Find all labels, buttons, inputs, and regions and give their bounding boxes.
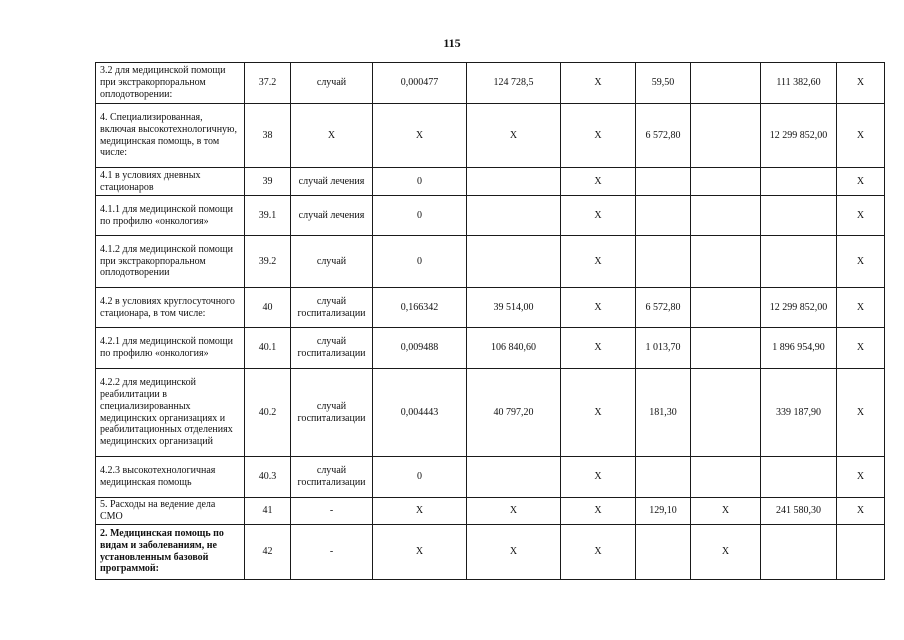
- row-col9-cell: [761, 168, 837, 196]
- row-cost-cell: [467, 168, 561, 196]
- row-volume-cell: 0: [373, 196, 467, 236]
- table-row: [96, 524, 885, 579]
- row-col9-cell: 111 382,60: [761, 63, 837, 104]
- row-col8-cell: [691, 328, 761, 369]
- row-name-cell: 4.2.3 высокотехнологичная медицинская помощь: [96, 457, 245, 498]
- row-cost-cell: 39 514,00: [467, 288, 561, 328]
- row-col7-cell: [636, 168, 691, 196]
- row-cost-cell: [467, 196, 561, 236]
- row-name-cell: 5. Расходы на ведение дела СМО: [96, 498, 245, 525]
- row-volume-cell: 0,004443: [373, 369, 467, 457]
- row-volume-cell: 0: [373, 236, 467, 288]
- row-col8-cell: [691, 104, 761, 168]
- row-volume-cell: 0: [373, 168, 467, 196]
- row-volume-cell: X: [373, 524, 467, 579]
- row-code-cell: 39: [245, 168, 291, 196]
- row-volume-cell: 0,166342: [373, 288, 467, 328]
- row-col6-cell: X: [561, 498, 636, 525]
- row-col7-cell: [636, 196, 691, 236]
- row-col10-cell: X: [837, 196, 885, 236]
- table-row: [96, 288, 885, 328]
- row-col10-cell: X: [837, 168, 885, 196]
- row-code-cell: 37.2: [245, 63, 291, 104]
- row-name-cell: 4. Специализированная, включая высокотехнологичную, медицинская помощь, в том числе:: [96, 104, 245, 168]
- row-col10-cell: X: [837, 236, 885, 288]
- row-name-cell: 4.2.1 для медицинской помощи по профилю «онкология»: [96, 328, 245, 369]
- row-col9-cell: 1 896 954,90: [761, 328, 837, 369]
- row-col10-cell: X: [837, 63, 885, 104]
- row-unit-cell: случай: [291, 63, 373, 104]
- table-body: [96, 63, 885, 580]
- row-col6-cell: X: [561, 457, 636, 498]
- row-unit-cell: случай госпитализации: [291, 288, 373, 328]
- row-unit-cell: случай госпитализации: [291, 457, 373, 498]
- row-code-cell: 38: [245, 104, 291, 168]
- table-row: [96, 457, 885, 498]
- row-unit-cell: X: [291, 104, 373, 168]
- row-col10-cell: [837, 524, 885, 579]
- row-col9-cell: [761, 524, 837, 579]
- row-col10-cell: X: [837, 104, 885, 168]
- row-col6-cell: X: [561, 288, 636, 328]
- row-cost-cell: X: [467, 104, 561, 168]
- table-row: [96, 63, 885, 104]
- row-col6-cell: X: [561, 168, 636, 196]
- row-name-cell: 4.2.2 для медицинской реабилитации в специализированных медицинских организациях и реабилитационных отделениях медицинских организаций: [96, 369, 245, 457]
- row-unit-cell: случай госпитализации: [291, 369, 373, 457]
- row-cost-cell: 40 797,20: [467, 369, 561, 457]
- row-col7-cell: [636, 524, 691, 579]
- row-col9-cell: 12 299 852,00: [761, 104, 837, 168]
- row-col10-cell: X: [837, 369, 885, 457]
- row-col6-cell: X: [561, 236, 636, 288]
- row-volume-cell: 0: [373, 457, 467, 498]
- row-name-cell: 2. Медицинская помощь по видам и заболеваниям, не установленным базовой программой:: [96, 524, 245, 579]
- row-col9-cell: 241 580,30: [761, 498, 837, 525]
- row-cost-cell: X: [467, 524, 561, 579]
- row-col8-cell: [691, 236, 761, 288]
- row-col7-cell: 181,30: [636, 369, 691, 457]
- row-col7-cell: [636, 236, 691, 288]
- row-col10-cell: X: [837, 457, 885, 498]
- row-code-cell: 40: [245, 288, 291, 328]
- row-code-cell: 40.1: [245, 328, 291, 369]
- table-row: [96, 369, 885, 457]
- row-name-cell: 4.1 в условиях дневных стационаров: [96, 168, 245, 196]
- row-volume-cell: X: [373, 104, 467, 168]
- table-row: [96, 498, 885, 525]
- page-number: 115: [443, 36, 461, 50]
- table-row: [96, 104, 885, 168]
- row-col8-cell: [691, 288, 761, 328]
- row-code-cell: 42: [245, 524, 291, 579]
- row-col10-cell: X: [837, 498, 885, 525]
- row-unit-cell: случай лечения: [291, 168, 373, 196]
- row-col7-cell: 6 572,80: [636, 288, 691, 328]
- row-col8-cell: [691, 196, 761, 236]
- row-unit-cell: случай госпитализации: [291, 328, 373, 369]
- row-code-cell: 40.2: [245, 369, 291, 457]
- row-col8-cell: X: [691, 524, 761, 579]
- row-name-cell: 4.1.1 для медицинской помощи по профилю «онкология»: [96, 196, 245, 236]
- row-name-cell: 4.2 в условиях круглосуточного стационара, в том числе:: [96, 288, 245, 328]
- table-row: [96, 328, 885, 369]
- row-col9-cell: 339 187,90: [761, 369, 837, 457]
- table-row: [96, 236, 885, 288]
- row-col10-cell: X: [837, 328, 885, 369]
- row-col6-cell: X: [561, 63, 636, 104]
- row-col8-cell: [691, 457, 761, 498]
- row-col9-cell: [761, 236, 837, 288]
- table-row: [96, 168, 885, 196]
- row-volume-cell: X: [373, 498, 467, 525]
- row-col7-cell: 59,50: [636, 63, 691, 104]
- row-code-cell: 39.1: [245, 196, 291, 236]
- row-col6-cell: X: [561, 196, 636, 236]
- row-volume-cell: 0,000477: [373, 63, 467, 104]
- row-col9-cell: [761, 457, 837, 498]
- row-cost-cell: [467, 236, 561, 288]
- table-row: [96, 196, 885, 236]
- row-cost-cell: 106 840,60: [467, 328, 561, 369]
- row-col8-cell: [691, 168, 761, 196]
- row-col6-cell: X: [561, 369, 636, 457]
- row-col6-cell: X: [561, 524, 636, 579]
- row-unit-cell: случай лечения: [291, 196, 373, 236]
- row-col8-cell: [691, 63, 761, 104]
- row-col6-cell: X: [561, 328, 636, 369]
- row-col9-cell: [761, 196, 837, 236]
- row-volume-cell: 0,009488: [373, 328, 467, 369]
- row-col9-cell: 12 299 852,00: [761, 288, 837, 328]
- row-unit-cell: -: [291, 524, 373, 579]
- row-cost-cell: 124 728,5: [467, 63, 561, 104]
- row-col7-cell: [636, 457, 691, 498]
- row-code-cell: 39.2: [245, 236, 291, 288]
- row-cost-cell: [467, 457, 561, 498]
- row-col10-cell: X: [837, 288, 885, 328]
- row-col8-cell: X: [691, 498, 761, 525]
- row-col7-cell: 1 013,70: [636, 328, 691, 369]
- row-col6-cell: X: [561, 104, 636, 168]
- row-unit-cell: -: [291, 498, 373, 525]
- financing-table: [95, 62, 885, 580]
- row-unit-cell: случай: [291, 236, 373, 288]
- row-col7-cell: 129,10: [636, 498, 691, 525]
- row-cost-cell: X: [467, 498, 561, 525]
- row-name-cell: 4.1.2 для медицинской помощи при экстракорпоральном оплодотворении: [96, 236, 245, 288]
- row-name-cell: 3.2 для медицинской помощи при экстракорпоральном оплодотворении:: [96, 63, 245, 104]
- row-code-cell: 40.3: [245, 457, 291, 498]
- row-col7-cell: 6 572,80: [636, 104, 691, 168]
- row-code-cell: 41: [245, 498, 291, 525]
- row-col8-cell: [691, 369, 761, 457]
